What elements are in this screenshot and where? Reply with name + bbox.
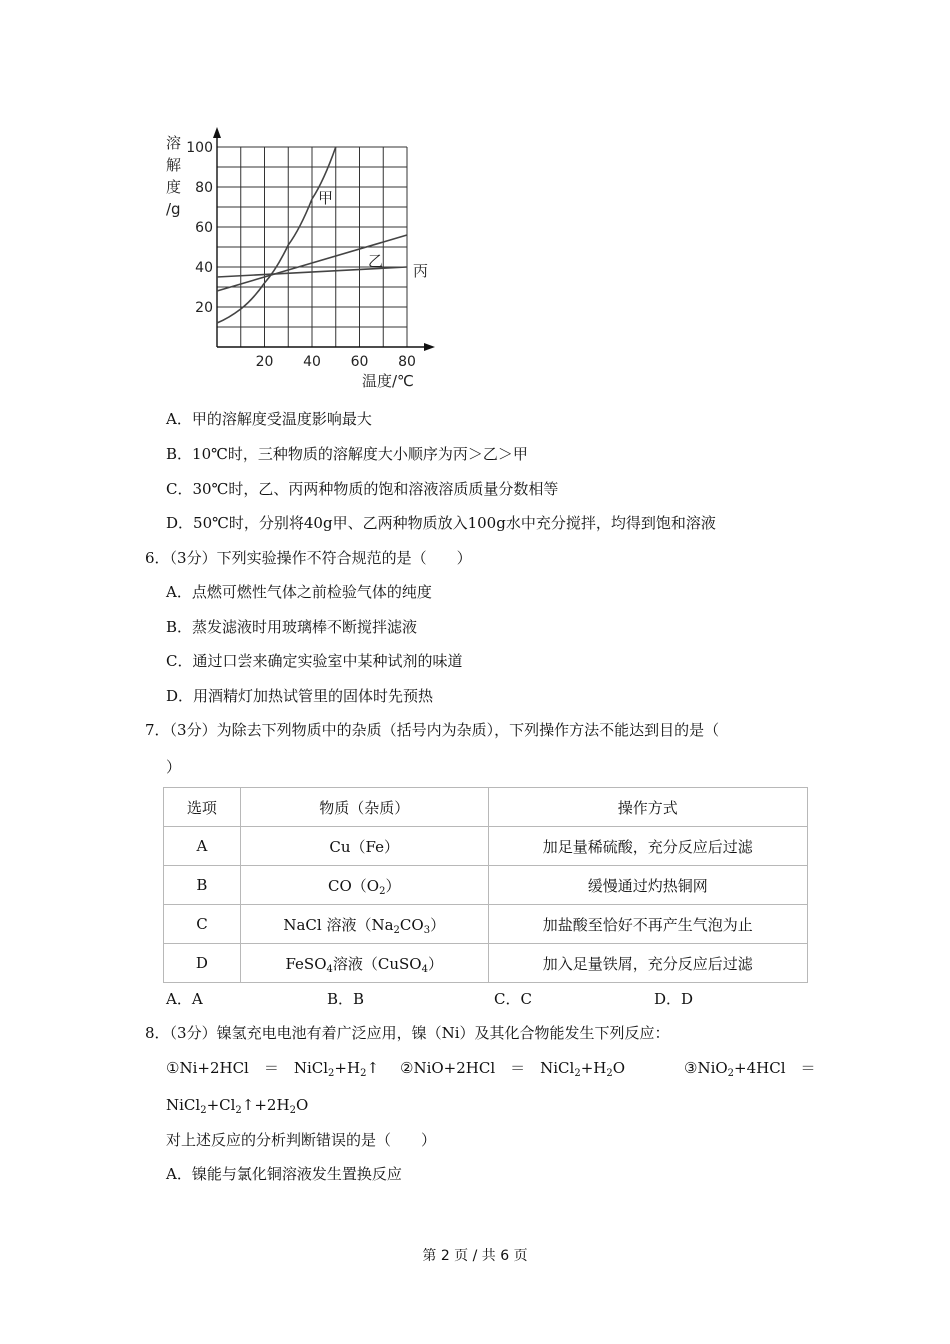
header-option: 选项 [164, 788, 241, 827]
table-row [164, 944, 808, 983]
row-option: A [164, 827, 241, 866]
y-axis-label-char: 解 [166, 156, 182, 174]
row-substance: Cu（Fe） [240, 827, 488, 866]
x-tick-label: 40 [303, 354, 321, 370]
y-tick-label: 80 [195, 180, 213, 196]
q7-answer-b: B．B [327, 990, 365, 1008]
q7-options-table [163, 787, 808, 983]
q8-question: 对上述反应的分析判断错误的是（ ） [166, 1131, 437, 1149]
q7-answer-d: D．D [654, 990, 694, 1008]
q8-reaction-3-products: $NiCl_2+Cl_2↑+2H_2O$ [166, 1096, 309, 1116]
x-tick-label: 20 [255, 354, 274, 370]
x-tick-label: 60 [350, 354, 369, 370]
series-label-yi: 乙 [368, 252, 384, 270]
y-tick-label: 40 [195, 260, 213, 276]
y-axis-label-char: /g [166, 200, 181, 218]
q6-option-b: B．蒸发滤液时用玻璃棒不断搅拌滤液 [166, 618, 418, 636]
solubility-chart [150, 120, 450, 395]
row-substance: NaCl 溶液$(Na_2CO_3)$ [240, 905, 488, 944]
y-axis-label-char: 溶 [166, 134, 182, 152]
series-line-1 [217, 147, 336, 323]
header-method: 操作方式 [488, 788, 807, 827]
q6-option-a: A．点燃可燃性气体之前检验气体的纯度 [166, 583, 432, 601]
q7-answer-c: C．C [494, 990, 532, 1008]
row-option: C [164, 905, 241, 944]
chart-labels [166, 134, 428, 390]
row-option: D [164, 944, 241, 983]
q6-stem: 6．（3分）下列实验操作不符合规范的是（ ） [145, 549, 472, 567]
page-footer: 第 2 页 / 共 6 页 [422, 1248, 528, 1264]
y-tick-label: 20 [195, 300, 213, 316]
y-axis-arrow [213, 127, 221, 138]
q7-stem: 7．（3分）为除去下列物质中的杂质（括号内为杂质），下列操作方法不能达到目的是（ [145, 721, 720, 739]
chart-axes [213, 127, 435, 351]
q6-option-d: D．用酒精灯加热试管里的固体时先预热 [166, 687, 434, 705]
q8-reaction-2: ②NiO+2HCl ＝ $NiCl_2+H_2O$ [400, 1059, 626, 1079]
q8-reaction-1: ①Ni+2HCl ＝ $NiCl_2+H_2↑$ [166, 1059, 380, 1079]
x-axis-label: 温度/℃ [362, 372, 414, 390]
q8-stem: 8．（3分）镍氢充电电池有着广泛应用，镍（Ni）及其化合物能发生下列反应： [145, 1024, 670, 1042]
q8-reaction-3: ③NiO$_2$+4HCl ＝ [684, 1059, 816, 1079]
chart-grid [217, 147, 407, 347]
row-method: 加入足量铁屑，充分反应后过滤 [488, 944, 807, 983]
q6-option-c: C．通过口尝来确定实验室中某种试剂的味道 [166, 652, 463, 670]
x-axis-arrow [424, 343, 435, 351]
series-label-jia: 甲 [318, 189, 334, 207]
row-method: 加足量稀硫酸，充分反应后过滤 [488, 827, 807, 866]
table-row [164, 827, 808, 866]
q7-stem-close: ） [166, 758, 182, 776]
row-option: B [164, 866, 241, 905]
q8-option-a: A．镍能与氯化铜溶液发生置换反应 [166, 1165, 402, 1183]
row-method: 加盐酸至恰好不再产生气泡为止 [488, 905, 807, 944]
header-substance: 物质（杂质） [240, 788, 488, 827]
series-label-bing: 丙 [413, 262, 429, 280]
q5-option-a: A．甲的溶解度受温度影响最大 [166, 410, 372, 428]
q5-option-c: C．30℃时，乙、丙两种物质的饱和溶液溶质质量分数相等 [166, 480, 559, 498]
y-axis-label-char: 度 [166, 178, 182, 196]
table-row [164, 866, 808, 905]
y-tick-label: 100 [186, 140, 213, 156]
y-tick-label: 60 [195, 220, 213, 236]
row-substance: $CO(O_2)$ [240, 866, 488, 905]
q5-option-b: B．10℃时，三种物质的溶解度大小顺序为丙＞乙＞甲 [166, 445, 528, 463]
table-row [164, 905, 808, 944]
row-substance: FeSO$_4$溶液（CuSO$_4$） [240, 944, 488, 983]
x-tick-label: 80 [398, 354, 416, 370]
q5-option-d: D．50℃时，分别将40g甲、乙两种物质放入100g水中充分搅拌，均得到饱和溶液 [166, 514, 716, 532]
q7-answer-a: A．A [166, 990, 203, 1008]
row-method: 缓慢通过灼热铜网 [488, 866, 807, 905]
table-header-row [164, 788, 808, 827]
